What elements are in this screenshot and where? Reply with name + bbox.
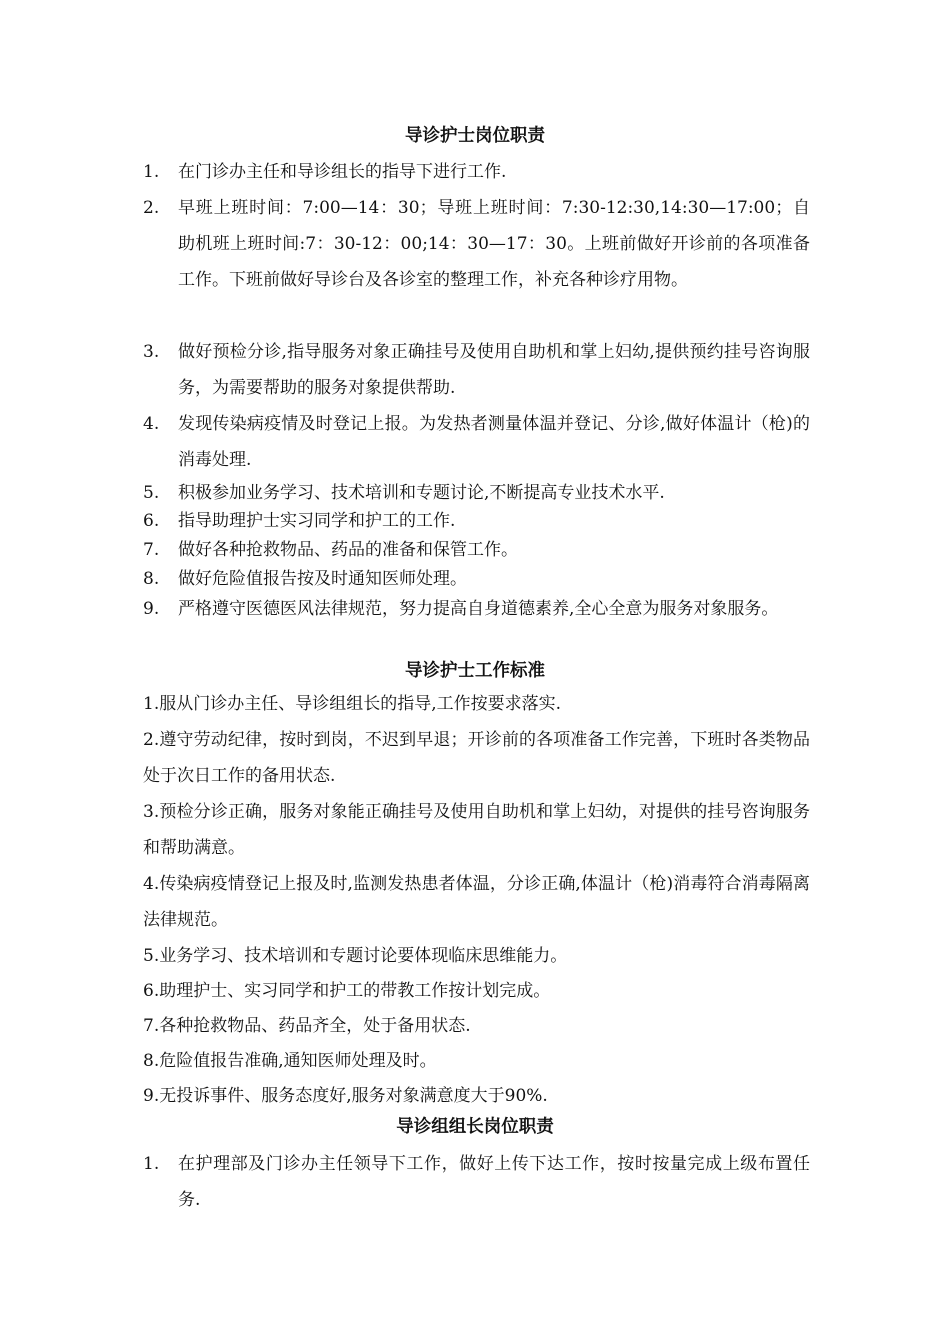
standard-item: 8.危险值报告准确,通知医师处理及时。 [143,1051,437,1071]
standard-item: 1.服从门诊办主任、导诊组组长的指导,工作按要求落实. [143,694,562,714]
list-item: 7. 做好各种抢救物品、药品的准备和保管工作。 [143,540,518,560]
list-item: 1. 在门诊办主任和导诊组长的指导下进行工作. [143,162,507,182]
standard-item: 9.无投诉事件、服务态度好,服务对象满意度大于90%. [143,1086,548,1106]
section-title-duty: 导诊护士岗位职责 [405,126,545,146]
standard-item: 3.预检分诊正确，服务对象能正确挂号及使用自助机和掌上妇幼，对提供的挂号咨询服务和帮助满意。 [143,802,810,858]
standard-item: 2.遵守劳动纪律，按时到岗，不迟到早退；开诊前的各项准备工作完善，下班时各类物品处于次日工作的备用状态. [143,730,810,786]
standard-item: 5.业务学习、技术培训和专题讨论要体现临床思维能力。 [143,946,568,966]
list-item: 2. 早班上班时间：7:00—14：30；导班上班时间：7:30-12:30,14:30—17:00；自助机班上班时间:7：30-12：00;14：30—17：30。上班前做好开诊前的各项准备工作。下班前做好导诊台及各诊室的整理工作，补充各种诊疗用物。 [143,198,810,290]
list-item: 8. 做好危险值报告按及时通知医师处理。 [143,569,467,589]
list-item: 4. 发现传染病疫情及时登记上报。为发热者测量体温并登记、分诊,做好体温计（枪)的消毒处理. [143,414,810,470]
list-item: 9. 严格遵守医德医风法律规范，努力提高自身道德素养,全心全意为服务对象服务。 [143,599,779,619]
list-item: 1. 在护理部及门诊办主任领导下工作，做好上传下达工作，按时按量完成上级布置任务. [143,1154,810,1210]
standard-item: 7.各种抢救物品、药品齐全，处于备用状态. [143,1016,471,1036]
list-item: 5. 积极参加业务学习、技术培训和专题讨论,不断提高专业技术水平. [143,483,665,503]
section-title-leader-duty: 导诊组组长岗位职责 [396,1117,554,1137]
list-item: 3. 做好预检分诊,指导服务对象正确挂号及使用自助机和掌上妇幼,提供预约挂号咨询服务，为需要帮助的服务对象提供帮助. [143,342,810,398]
standard-item: 6.助理护士、实习同学和护工的带教工作按计划完成。 [143,981,551,1001]
section-title-standard: 导诊护士工作标准 [405,661,545,681]
list-item: 6. 指导助理护士实习同学和护工的工作. [143,511,456,531]
standard-item: 4.传染病疫情登记上报及时,监测发热患者体温，分诊正确,体温计（枪)消毒符合消毒隔离法律规范。 [143,874,810,930]
